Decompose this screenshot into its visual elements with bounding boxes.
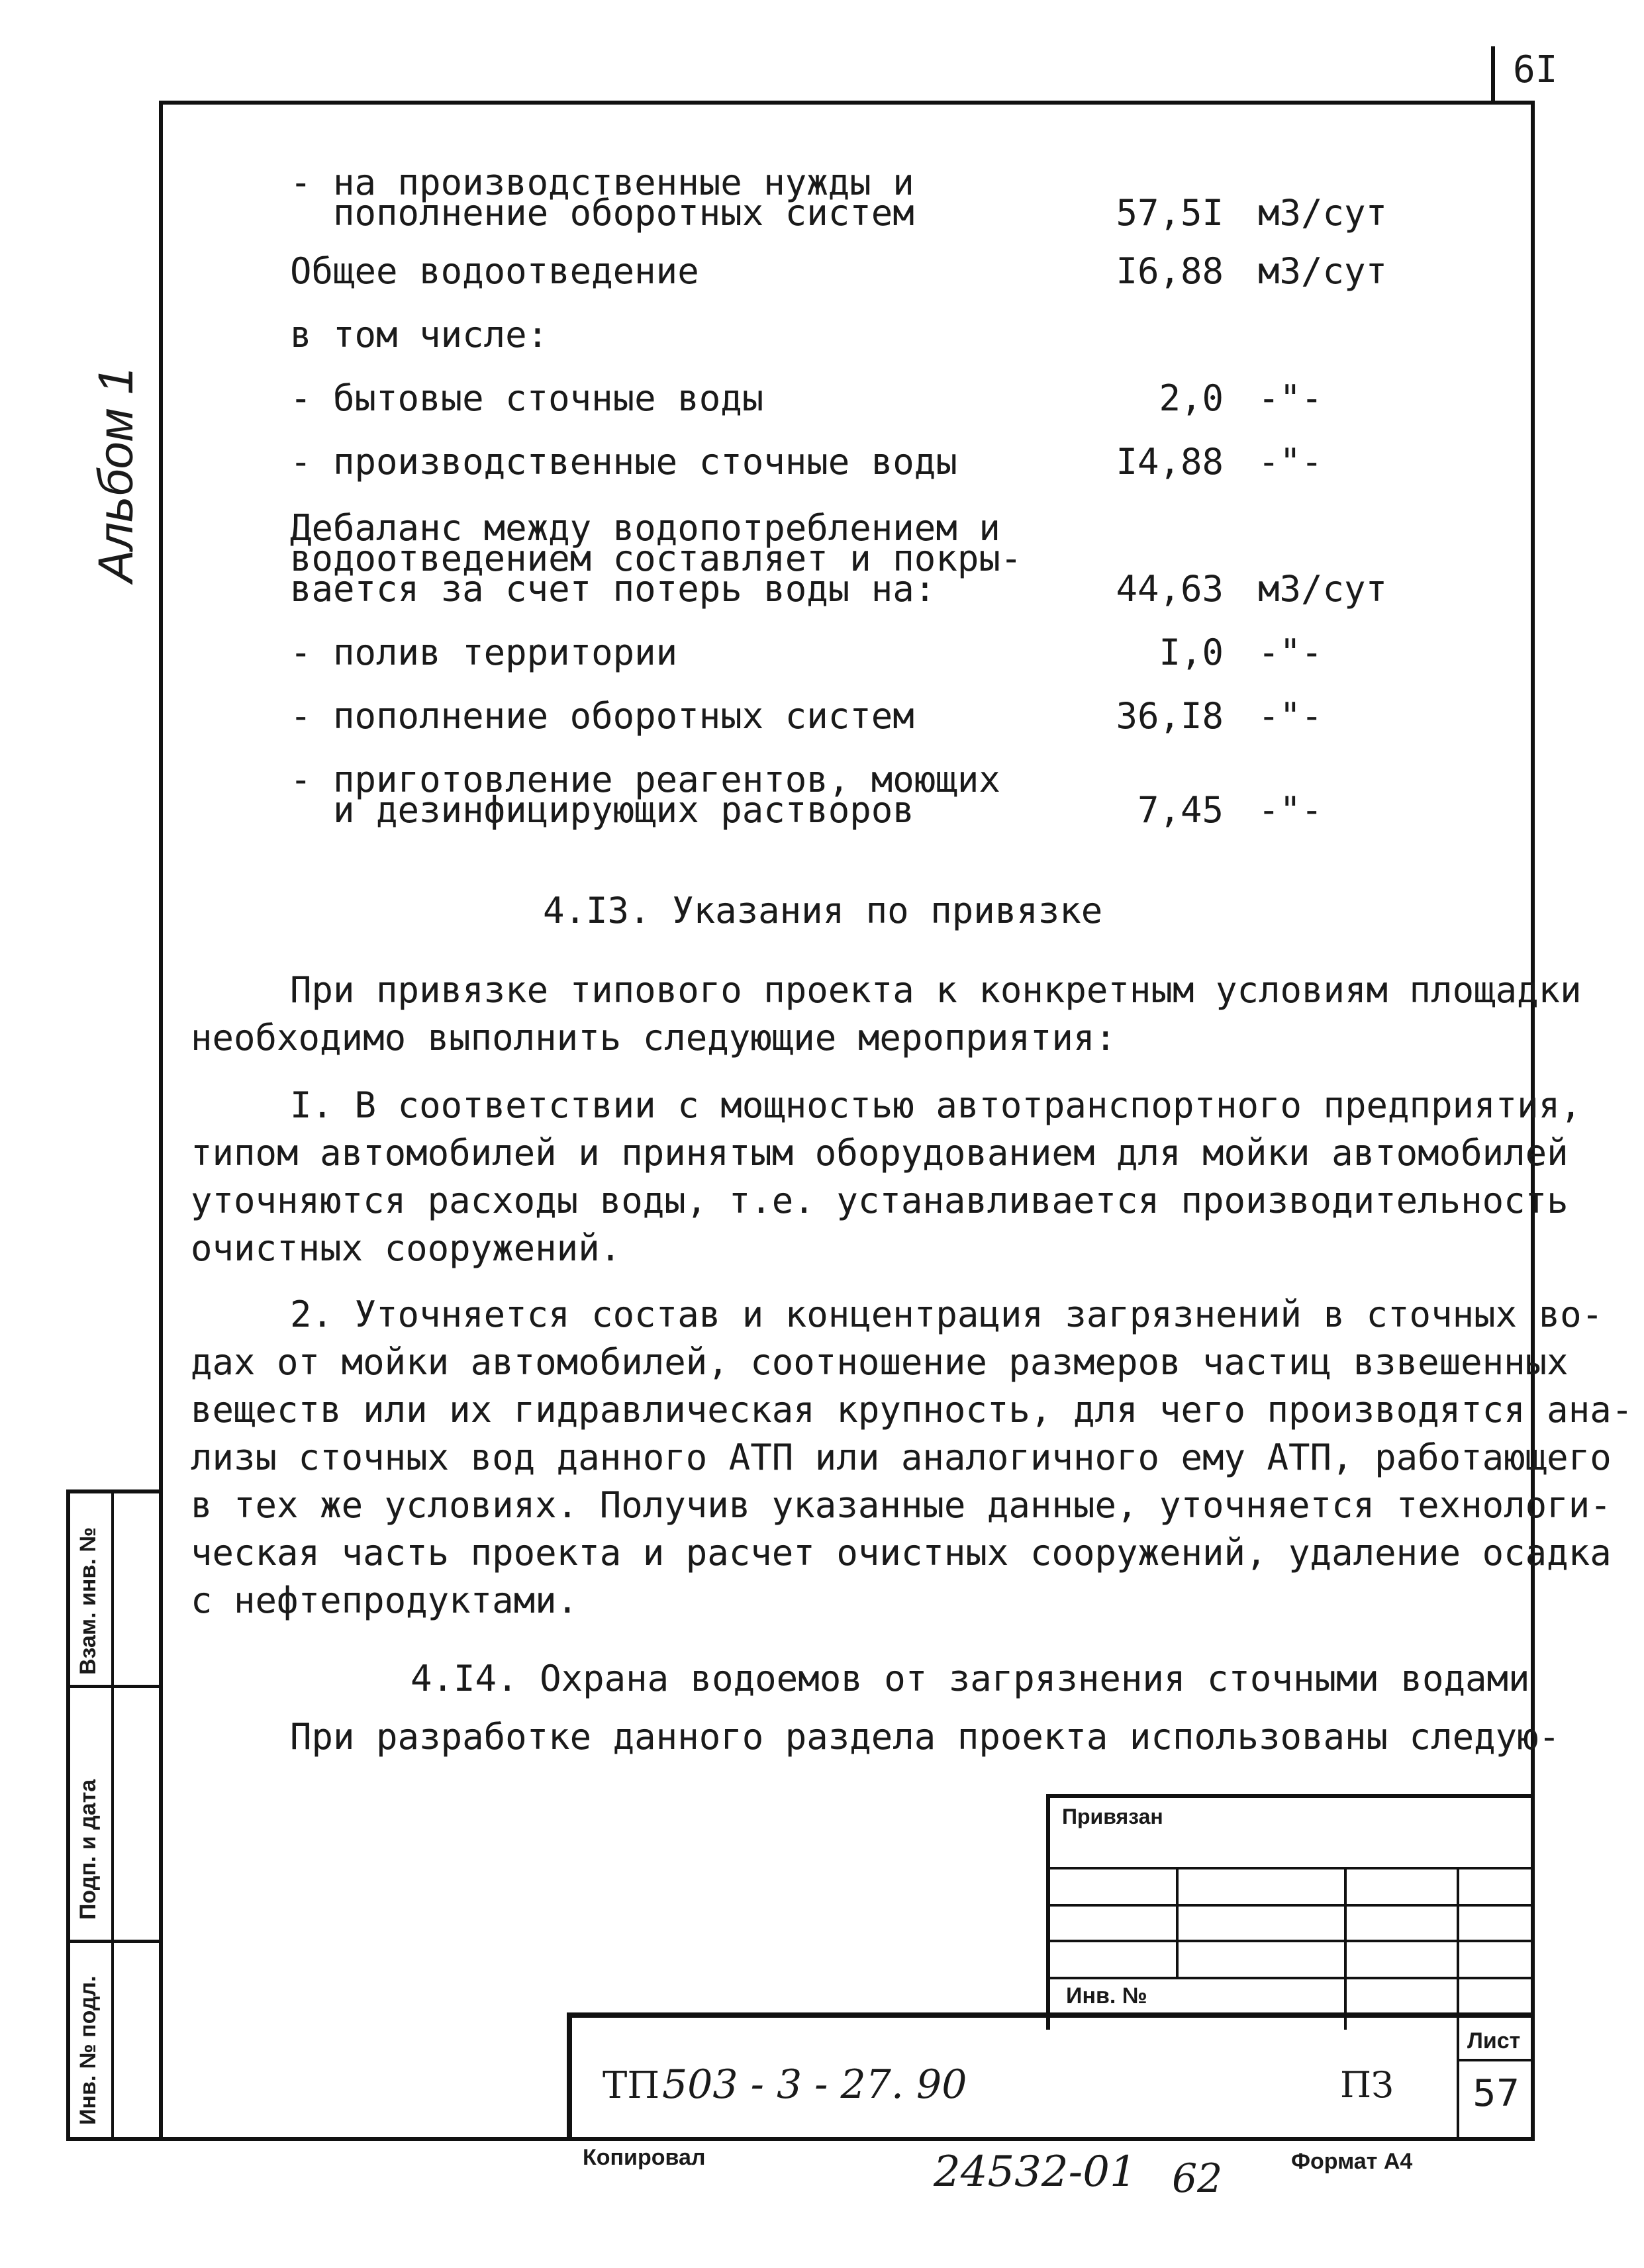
balance-row-value: 44,63 [1116, 568, 1224, 610]
balance-row-label: вается за счет потерь воды на: [290, 568, 936, 610]
inv-podl-label: Инв. № подл. [75, 1975, 101, 2125]
paragraph-line: в тех же условиях. Получив указанные данные, уточняется технологи- [191, 1484, 1612, 1526]
balance-row-unit: м3/сут [1258, 568, 1388, 610]
balance-row-label: - приготовление реагентов, моющих [290, 759, 1000, 800]
balance-row-label: водоотведением составляет и покры- [290, 538, 1022, 579]
balance-row-unit: -"- [1258, 632, 1323, 673]
balance-row-value: I6,88 [1116, 250, 1224, 292]
balance-row-label: пополнение оборотных систем [290, 192, 914, 234]
balance-row-value: 36,I8 [1116, 695, 1224, 737]
balance-row-value: 7,45 [1137, 789, 1224, 831]
doc-type: ПЗ [1340, 2064, 1394, 2106]
inv-no-label: Инв. № [1066, 1983, 1147, 2008]
paragraph-line: дах от мойки автомобилей, соотношение размеров частиц взвешенных [191, 1341, 1569, 1383]
frame-bottom [66, 2137, 1535, 2141]
paragraph-line: очистных сооружений. [191, 1227, 622, 1269]
privyazan-label: Привязан [1062, 1805, 1163, 1828]
balance-row-value: I,0 [1159, 632, 1224, 673]
balance-row-label: Дебаланс между водопотреблением и [290, 507, 1000, 549]
balance-row-label: в том числе: [290, 314, 549, 355]
balance-row-unit: -"- [1258, 695, 1323, 737]
paragraph-line: I. В соответствии с мощностью автотранспортного предприятия, [290, 1084, 1582, 1126]
balance-row-unit: -"- [1258, 441, 1323, 483]
section-414-heading: 4.I4. Охрана водоемов от загрязнения сточными водами [411, 1658, 1530, 1699]
page-number-divider [1491, 46, 1495, 101]
paragraph-line: веществ или их гидравлическая крупность, для чего производятся ана- [191, 1389, 1633, 1431]
paragraph-line: лизы сточных вод данного АТП или аналогичного ему АТП, работающего [191, 1437, 1612, 1478]
balance-row-value: 2,0 [1159, 377, 1224, 419]
paragraph-line: При привязке типового проекта к конкретным условиям площадки [290, 969, 1582, 1011]
paragraph-line: типом автомобилей и принятым оборудованием для мойки автомобилей [191, 1132, 1569, 1174]
balance-row-value: 57,5I [1116, 192, 1224, 234]
balance-row-label: и дезинфицирующих растворов [290, 789, 914, 831]
balance-row-label: - производственные сточные воды [290, 441, 957, 483]
album-note: Альбом 1 [88, 367, 143, 583]
balance-row-label: Общее водоотведение [290, 250, 699, 292]
paragraph-line: с нефтепродуктами. [191, 1580, 579, 1621]
paragraph-line: уточняются расходы воды, т.е. устанавливается производительность [191, 1180, 1569, 1221]
section-414-first-line: При разработке данного раздела проекта использованы следую- [290, 1716, 1561, 1758]
handwritten-page: 62 [1172, 2155, 1223, 2202]
paragraph-line: ческая часть проекта и расчет очистных сооружений, удаление осадка [191, 1532, 1612, 1574]
vzam-inv-label: Взам. инв. № [75, 1527, 101, 1675]
balance-row-value: I4,88 [1116, 441, 1224, 483]
handwritten-code: 24532-01 [934, 2148, 1137, 2197]
sheet-number: 57 [1473, 2072, 1520, 2115]
sheet-label: Лист [1467, 2028, 1521, 2054]
paragraph-line: необходимо выполнить следующие мероприятия: [191, 1017, 1116, 1059]
page-number: 6I [1513, 48, 1558, 91]
balance-row-unit: -"- [1258, 377, 1323, 419]
balance-row-label: - полив территории [290, 632, 678, 673]
balance-row-label: - пополнение оборотных систем [290, 695, 914, 737]
balance-row-unit: -"- [1258, 789, 1323, 831]
frame-left [159, 101, 163, 2141]
doc-code-prefix: ТП [603, 2064, 660, 2107]
kopiroval-label: Копировал [583, 2145, 706, 2170]
balance-row-label: - бытовые сточные воды [290, 377, 764, 419]
section-413-heading: 4.I3. Указания по привязке [543, 890, 1103, 931]
format-label: Формат А4 [1291, 2149, 1413, 2174]
paragraph-line: 2. Уточняется состав и концентрация загрязнений в сточных во- [290, 1294, 1604, 1335]
podp-data-label: Подп. и дата [75, 1779, 101, 1920]
balance-row-label: - на производственные нужды и [290, 162, 914, 203]
frame-top [159, 101, 1535, 105]
doc-code: 503 - 3 - 27. 90 [662, 2061, 967, 2108]
balance-row-unit: м3/сут [1258, 192, 1388, 234]
balance-row-unit: м3/сут [1258, 250, 1388, 292]
